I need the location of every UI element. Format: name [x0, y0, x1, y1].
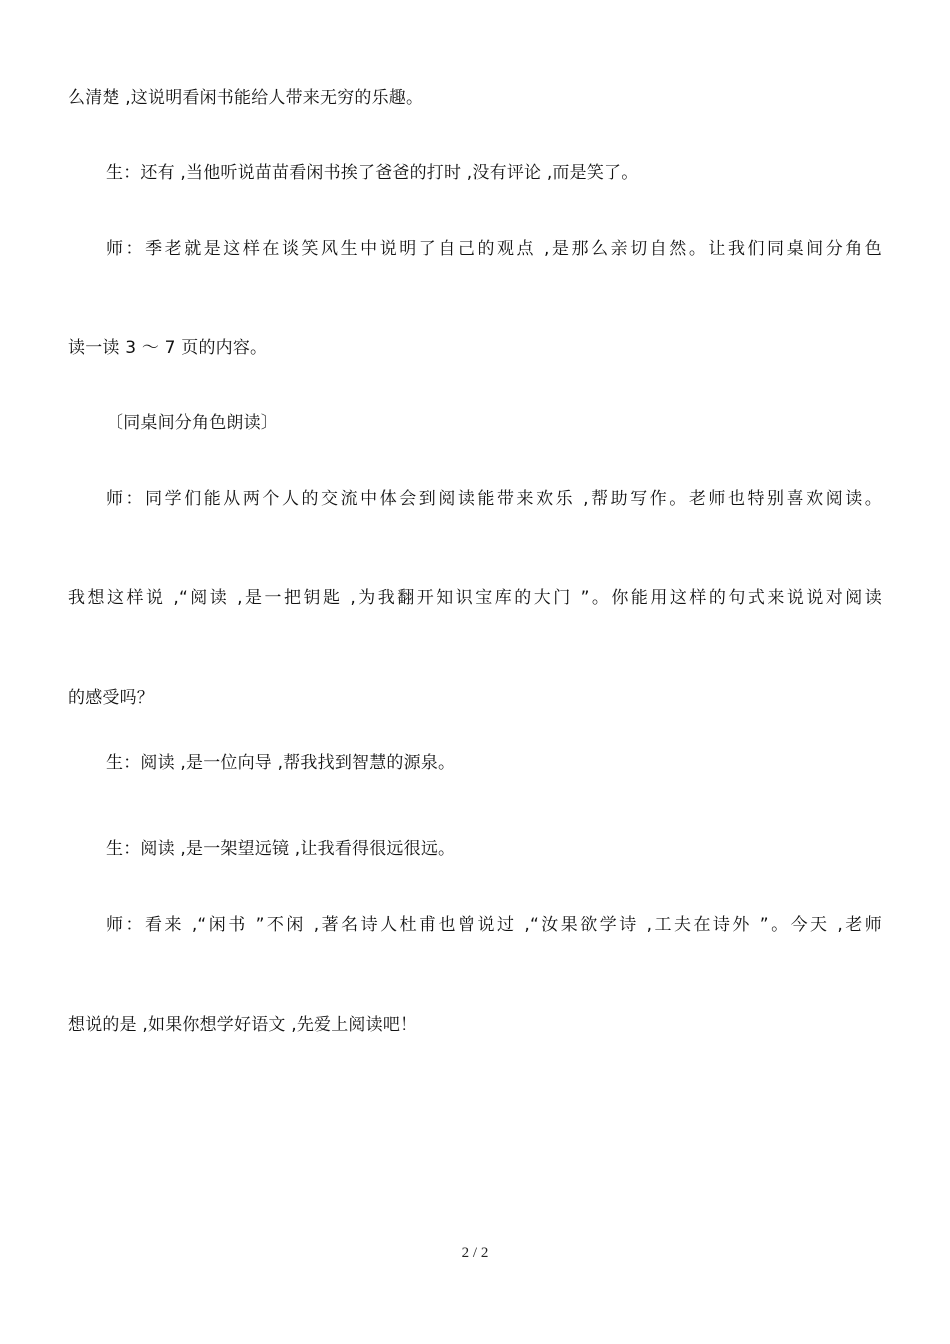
paragraph-line-7: 我想这样说 ,“阅读 ,是一把钥匙 ,为我翻开知识宝库的大门 ”。你能用这样的句式来说说对阅读 — [68, 588, 882, 608]
paragraph-line-11: 师：看来 ,“闲书 ”不闲 ,著名诗人杜甫也曾说过 ,“汝果欲学诗 ,工夫在诗外 ”。今天 ,老师 — [106, 915, 882, 935]
paragraph-line-6: 师：同学们能从两个人的交流中体会到阅读能带来欢乐 ,帮助写作。老师也特别喜欢阅读。 — [106, 489, 882, 509]
paragraph-line-8: 的感受吗？ — [68, 688, 154, 708]
paragraph-line-9: 生：阅读 ,是一位向导 ,帮我找到智慧的源泉。 — [106, 753, 456, 773]
paragraph-line-3: 师：季老就是这样在谈笑风生中说明了自己的观点 ,是那么亲切自然。让我们同桌间分角色 — [106, 239, 882, 259]
paragraph-line-10: 生：阅读 ,是一架望远镜 ,让我看得很远很远。 — [106, 839, 456, 859]
paragraph-line-5: 〔同桌间分角色朗读〕 — [106, 413, 278, 433]
paragraph-line-1: 么清楚 ,这说明看闲书能给人带来无穷的乐趣。 — [68, 88, 424, 108]
paragraph-line-4: 读一读 3 ～ 7 页的内容。 — [68, 338, 268, 358]
page-number: 2 / 2 — [461, 1245, 489, 1261]
paragraph-line-2: 生：还有 ,当他听说苗苗看闲书挨了爸爸的打时 ,没有评论 ,而是笑了。 — [106, 163, 639, 183]
paragraph-line-12: 想说的是 ,如果你想学好语文 ,先爱上阅读吧！ — [68, 1015, 418, 1035]
